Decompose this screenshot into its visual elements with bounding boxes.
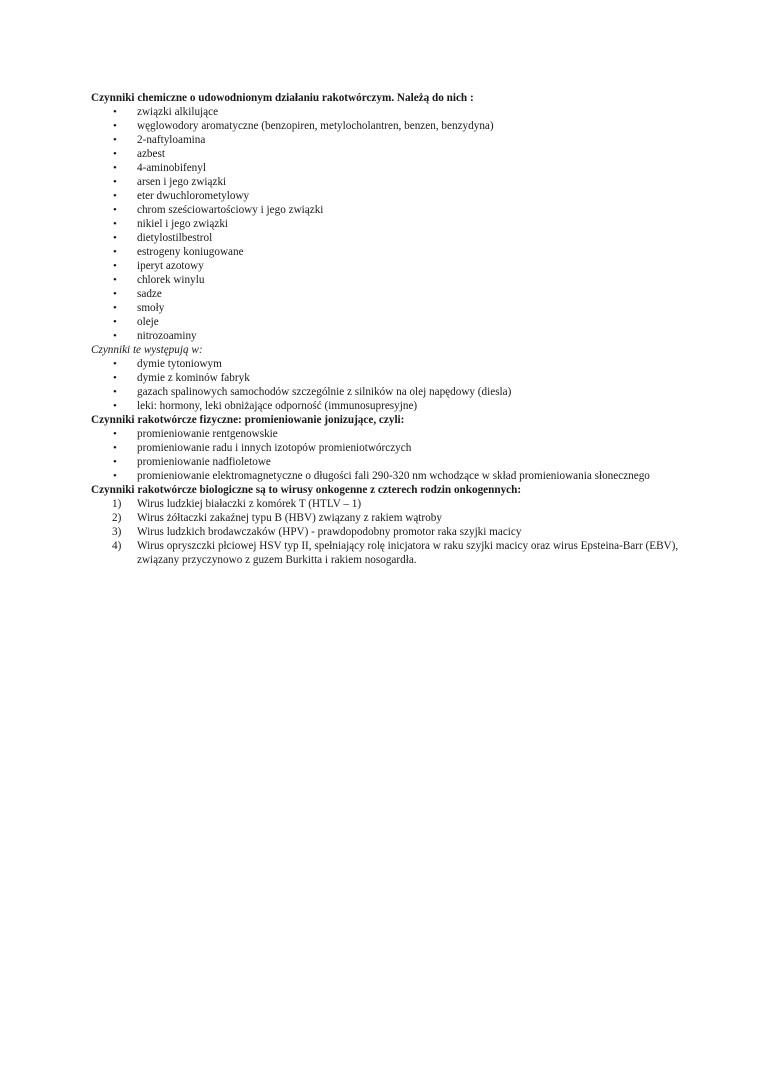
list-item (91, 511, 691, 525)
list-item: • promieniowanie radu i innych izotopów promieniotwórczych (91, 441, 691, 455)
document-body (91, 91, 691, 567)
list-item: • azbest (91, 147, 691, 161)
list-item: • oleje (91, 315, 691, 329)
occurrence-list (91, 357, 691, 413)
item-number: 3) (112, 526, 122, 538)
list-item: • chrom sześciowartościowy i jego związki (91, 203, 691, 217)
item-text: Wirus ludzkiej białaczki z komórek T (HTLV – 1) (137, 498, 362, 510)
biological-factors-list (91, 497, 691, 567)
physical-factors-list (91, 427, 691, 483)
chemical-factors-list (91, 105, 691, 343)
item-text: Wirus żółtaczki zakaźnej typu B (HBV) związany z rakiem wątroby (137, 512, 442, 524)
item-number: 4) (112, 540, 122, 552)
list-item: • iperyt azotowy (91, 259, 691, 273)
item-number: 1) (112, 498, 122, 510)
item-text: Wirus opryszczki płciowej HSV typ II, spełniający rolę inicjatora w raku szyjki macicy oraz wirus Epsteina-Barr (EBV), związany przyczynowo z guzem Burkitta i rakiem nosogardła. (137, 540, 679, 566)
list-item: • arsen i jego związki (91, 175, 691, 189)
item-number: 2) (112, 512, 122, 524)
list-item: • estrogeny koniugowane (91, 245, 691, 259)
chemical-factors-heading: Czynniki chemiczne o udowodnionym działaniu rakotwórczym. Należą do nich : (91, 92, 474, 104)
list-item: • leki: hormony, leki obniżające odporność (immunosupresyjne) (91, 399, 691, 413)
list-item (91, 539, 691, 567)
list-item: • węglowodory aromatyczne (benzopiren, metylocholantren, benzen, benzydyna) (91, 119, 691, 133)
list-item: • nikiel i jego związki (91, 217, 691, 231)
list-item: • smoły (91, 301, 691, 315)
list-item: • gazach spalinowych samochodów szczególnie z silników na olej napędowy (diesla) (91, 385, 691, 399)
item-text: Wirus ludzkich brodawczaków (HPV) - prawdopodobny promotor raka szyjki macicy (137, 526, 522, 538)
list-item: • 2-naftyloamina (91, 133, 691, 147)
list-item: • związki alkilujące (91, 105, 691, 119)
list-item: • sadze (91, 287, 691, 301)
list-item: • nitrozoaminy (91, 329, 691, 343)
list-item: • dietylostilbestrol (91, 231, 691, 245)
biological-factors-heading: Czynniki rakotwórcze biologiczne są to wirusy onkogenne z czterech rodzin onkogennych: (91, 484, 522, 496)
list-item: • promieniowanie elektromagnetyczne o długości fali 290-320 nm wchodzące w skład promieniowania słonecznego (91, 469, 691, 483)
list-item (91, 497, 691, 511)
list-item: • 4-aminobifenyl (91, 161, 691, 175)
list-item: • dymie z kominów fabryk (91, 371, 691, 385)
list-item: • dymie tytoniowym (91, 357, 691, 371)
list-item: • chlorek winylu (91, 273, 691, 287)
physical-factors-heading: Czynniki rakotwórcze fizyczne: promieniowanie jonizujące, czyli: (91, 414, 405, 426)
list-item: • promieniowanie rentgenowskie (91, 427, 691, 441)
list-item: • promieniowanie nadfioletowe (91, 455, 691, 469)
occurrence-heading: Czynniki te występują w: (91, 344, 203, 356)
list-item (91, 525, 691, 539)
list-item: • eter dwuchlorometylowy (91, 189, 691, 203)
